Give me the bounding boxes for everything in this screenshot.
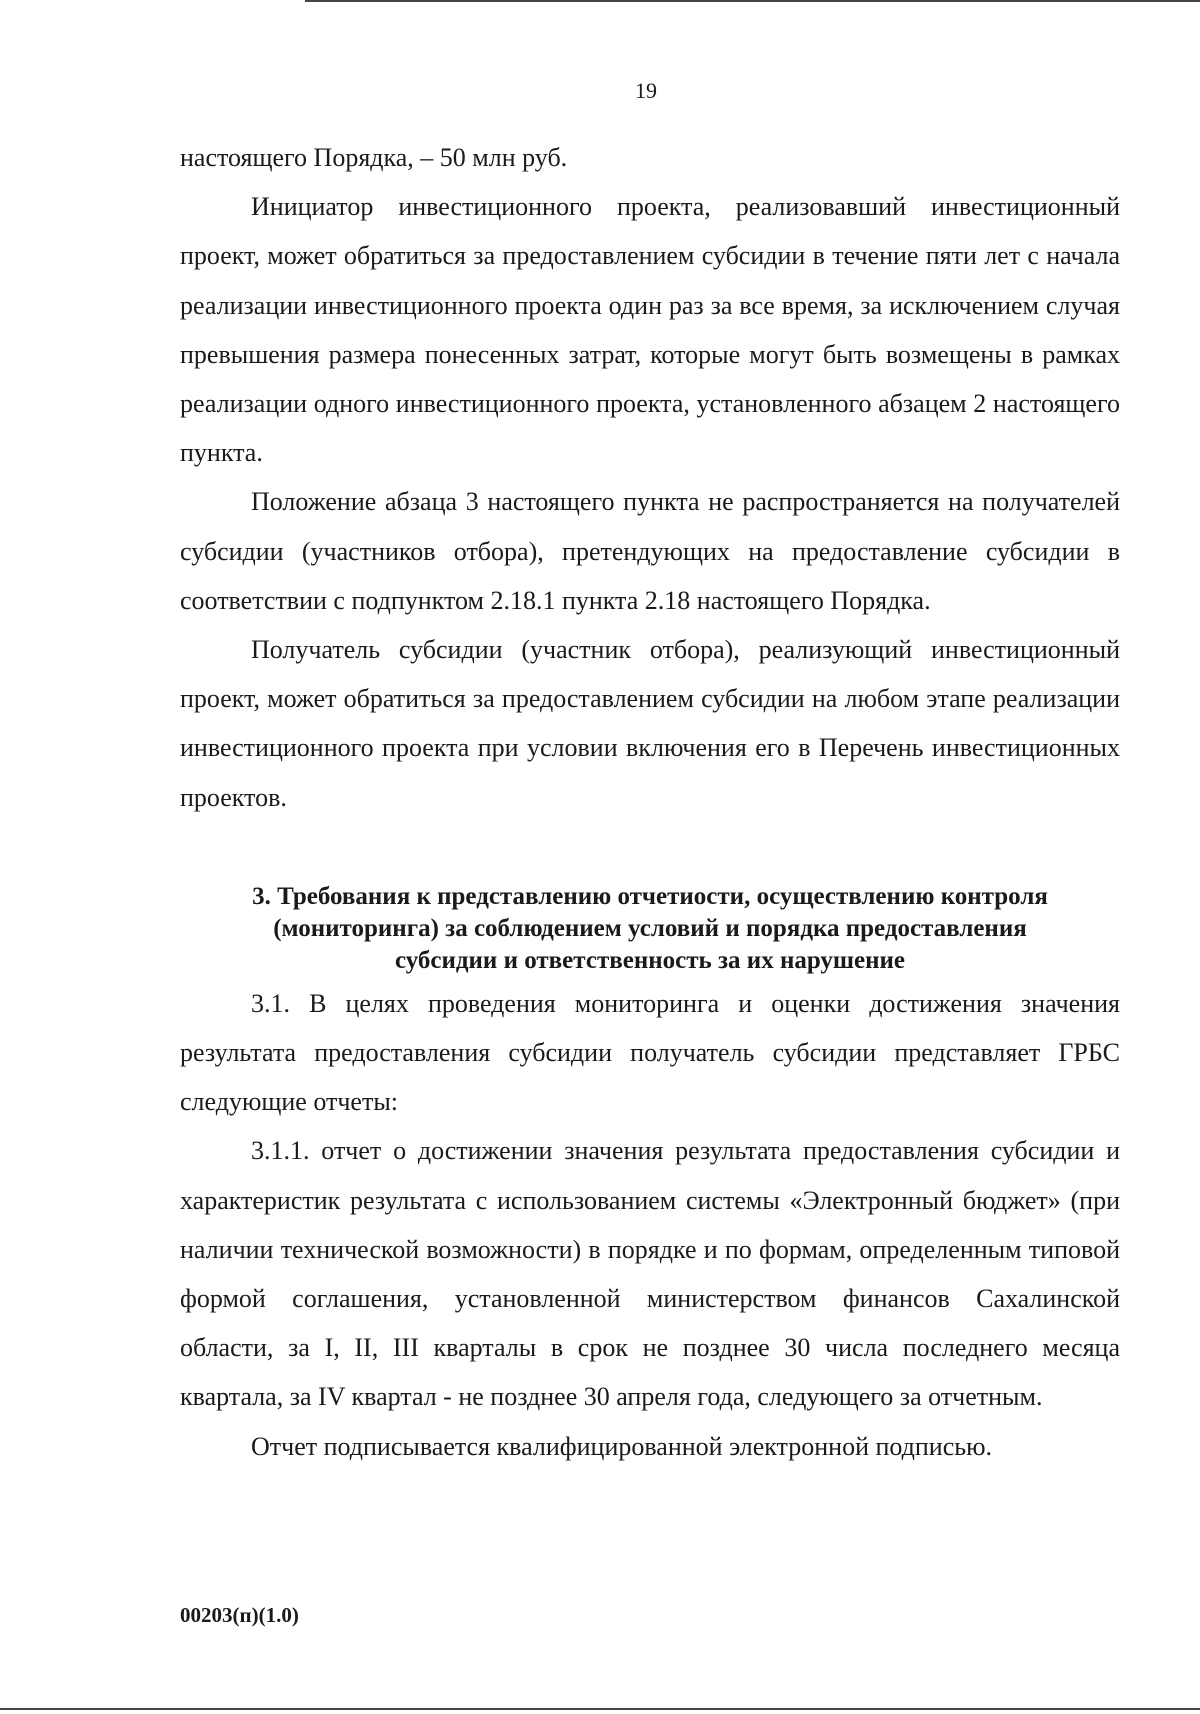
paragraph-signature: Отчет подписывается квалифицированной электронной подписью. bbox=[251, 1431, 993, 1461]
top-border-line bbox=[305, 0, 1200, 2]
paragraph-recipient: Получатель субсидии (участник отбора), реализующий инвестиционный проект, может обратиться за предоставлением субсидии на любом этапе реализации инвестиционного проекта при условии включения его в Перечень инвестиционных проектов. bbox=[180, 635, 1120, 812]
paragraph-continuation: настоящего Порядка, – 50 млн руб. bbox=[180, 143, 568, 172]
page-number: 19 bbox=[635, 78, 657, 103]
section-heading-line-3: субсидии и ответственность за их нарушение bbox=[394, 946, 906, 974]
document-code: 00203(п)(1.0) bbox=[180, 1603, 299, 1627]
paragraph-3-1: 3.1. В целях проведения мониторинга и оценки достижения значения результата предоставления субсидии получатель субсидии представляет ГРБС следующие отчеты: bbox=[180, 988, 1120, 1117]
paragraph-3-1-1: 3.1.1. отчет о достижении значения результата предоставления субсидии и характеристик результата с использованием системы «Электронный бюджет» (при наличии технической возможности) в порядке и по формам, определенным типовой формой соглашения, установленной министерством финансов Сахалинской области, за I, II, III кварталы в срок не позднее 30 числа последнего месяца квартала, за IV квартал - не позднее 30 апреля года, следующего за отчетным. bbox=[180, 1136, 1120, 1412]
section-heading-line-2: (мониторинга) за соблюдением условий и порядка предоставления bbox=[273, 914, 1027, 942]
paragraph-provision: Положение абзаца 3 настоящего пункта не распространяется на получателей субсидии (участников отбора), претендующих на предоставление субсидии в соответствии с подпунктом 2.18.1 пункта 2.18 настоящего Порядка. bbox=[180, 487, 1120, 615]
document-body bbox=[180, 133, 1120, 1471]
bottom-border-line bbox=[0, 1708, 1200, 1710]
section-heading bbox=[180, 881, 1120, 977]
section-heading-line-1: 3. Требования к представлению отчетиости, осуществлению контроля bbox=[252, 882, 1048, 910]
paragraph-initiator: Инициатор инвестиционного проекта, реализовавший инвестиционный проект, может обратиться за предоставлением субсидии в течение пяти лет с начала реализации инвестиционного проекта один раз за все время, за исключением случая превышения размера понесенных затрат, которые могут быть возмещены в рамках реализации одного инвестиционного проекта, установленного абзацем 2 настоящего пункта. bbox=[180, 192, 1120, 468]
